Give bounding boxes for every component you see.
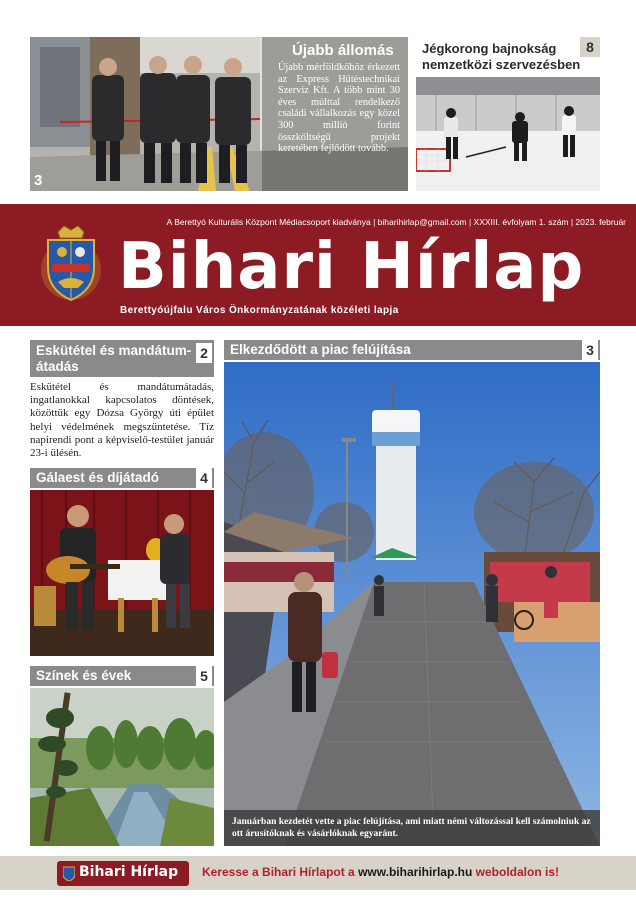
publisher-line: A Berettyó Kulturális Központ Médiacsoport kiadványa | biharihirlap@gmail.com | XXXIII. évfolyam 1. szám | 2023. február — [166, 217, 626, 227]
esku-text: Eskütétel és mandátumátadás, ingatlanokkal kapcsolatos döntések, közöttük egy Dózsa György úti épület helyi védelmének megszüntetése. Tíz napirendi pont a képviselő-testület január 23-i ülésén. — [30, 381, 214, 460]
galaest-photo — [30, 490, 214, 656]
footer-text-after: weboldalon is! — [472, 865, 559, 879]
newspaper-title: Bihari Hírlap — [118, 230, 585, 304]
footer-url-link[interactable]: www.biharihirlap.hu — [358, 865, 473, 879]
footer-bar — [0, 856, 636, 890]
masthead — [0, 204, 636, 326]
piac-title: Elkezdődött a piac felújítása — [230, 342, 411, 357]
esku-title-line2: átadás — [36, 359, 79, 374]
piac-section-header[interactable] — [224, 340, 600, 360]
hockey-page-number: 8 — [580, 37, 600, 57]
footer-logo-coat-of-arms-icon — [63, 866, 75, 881]
galaest-page-number: 4 — [196, 468, 212, 488]
hockey-title-line2: nemzetközi szervezésben — [422, 57, 581, 72]
szinek-title: Színek és évek — [36, 668, 132, 683]
top-story-title[interactable]: Újabb állomás — [292, 42, 394, 59]
top-story-page-number: 3 — [34, 172, 43, 189]
galaest-section-header[interactable] — [30, 468, 214, 488]
top-story-text: Újabb mérföldkőhöz érkezett az Express Hűtéstechnikai Szerviz Kft. A több mint 30 éves múlttal rendelkező családi vállalkozás egy közel 300 millió forint összköltségű projekt keretében fejlődött tovább. — [278, 62, 400, 155]
hockey-title-line1: Jégkorong bajnokság — [422, 41, 557, 56]
footer-logo-text: Bihari Hírlap — [79, 864, 179, 880]
esku-page-number: 2 — [196, 343, 212, 363]
footer-text-before: Keresse a Bihari Hírlapot a — [202, 865, 359, 879]
esku-title-line1: Eskütétel és mandátum- — [36, 343, 192, 358]
landscape-painting — [30, 688, 214, 846]
market-photo — [224, 362, 600, 846]
piac-page-number: 3 — [582, 340, 598, 360]
newspaper-subtitle: Berettyóújfalu Város Önkormányzatának közéleti lapja — [120, 305, 399, 316]
footer-promo-text — [202, 865, 559, 879]
esku-section-header[interactable] — [30, 340, 214, 377]
szinek-section-header[interactable] — [30, 666, 214, 686]
hockey-photo — [416, 77, 600, 191]
szinek-page-number: 5 — [196, 666, 212, 686]
coat-of-arms-icon — [38, 224, 104, 302]
footer-logo[interactable] — [57, 861, 189, 886]
galaest-title: Gálaest és díjátadó — [36, 470, 160, 485]
piac-caption: Januárban kezdetét vette a piac felújítása, ami miatt némi változással kell számolniuk az ott árusítóknak és vásárlóknak egyaránt. — [224, 810, 600, 846]
hockey-title-box[interactable] — [416, 37, 600, 77]
